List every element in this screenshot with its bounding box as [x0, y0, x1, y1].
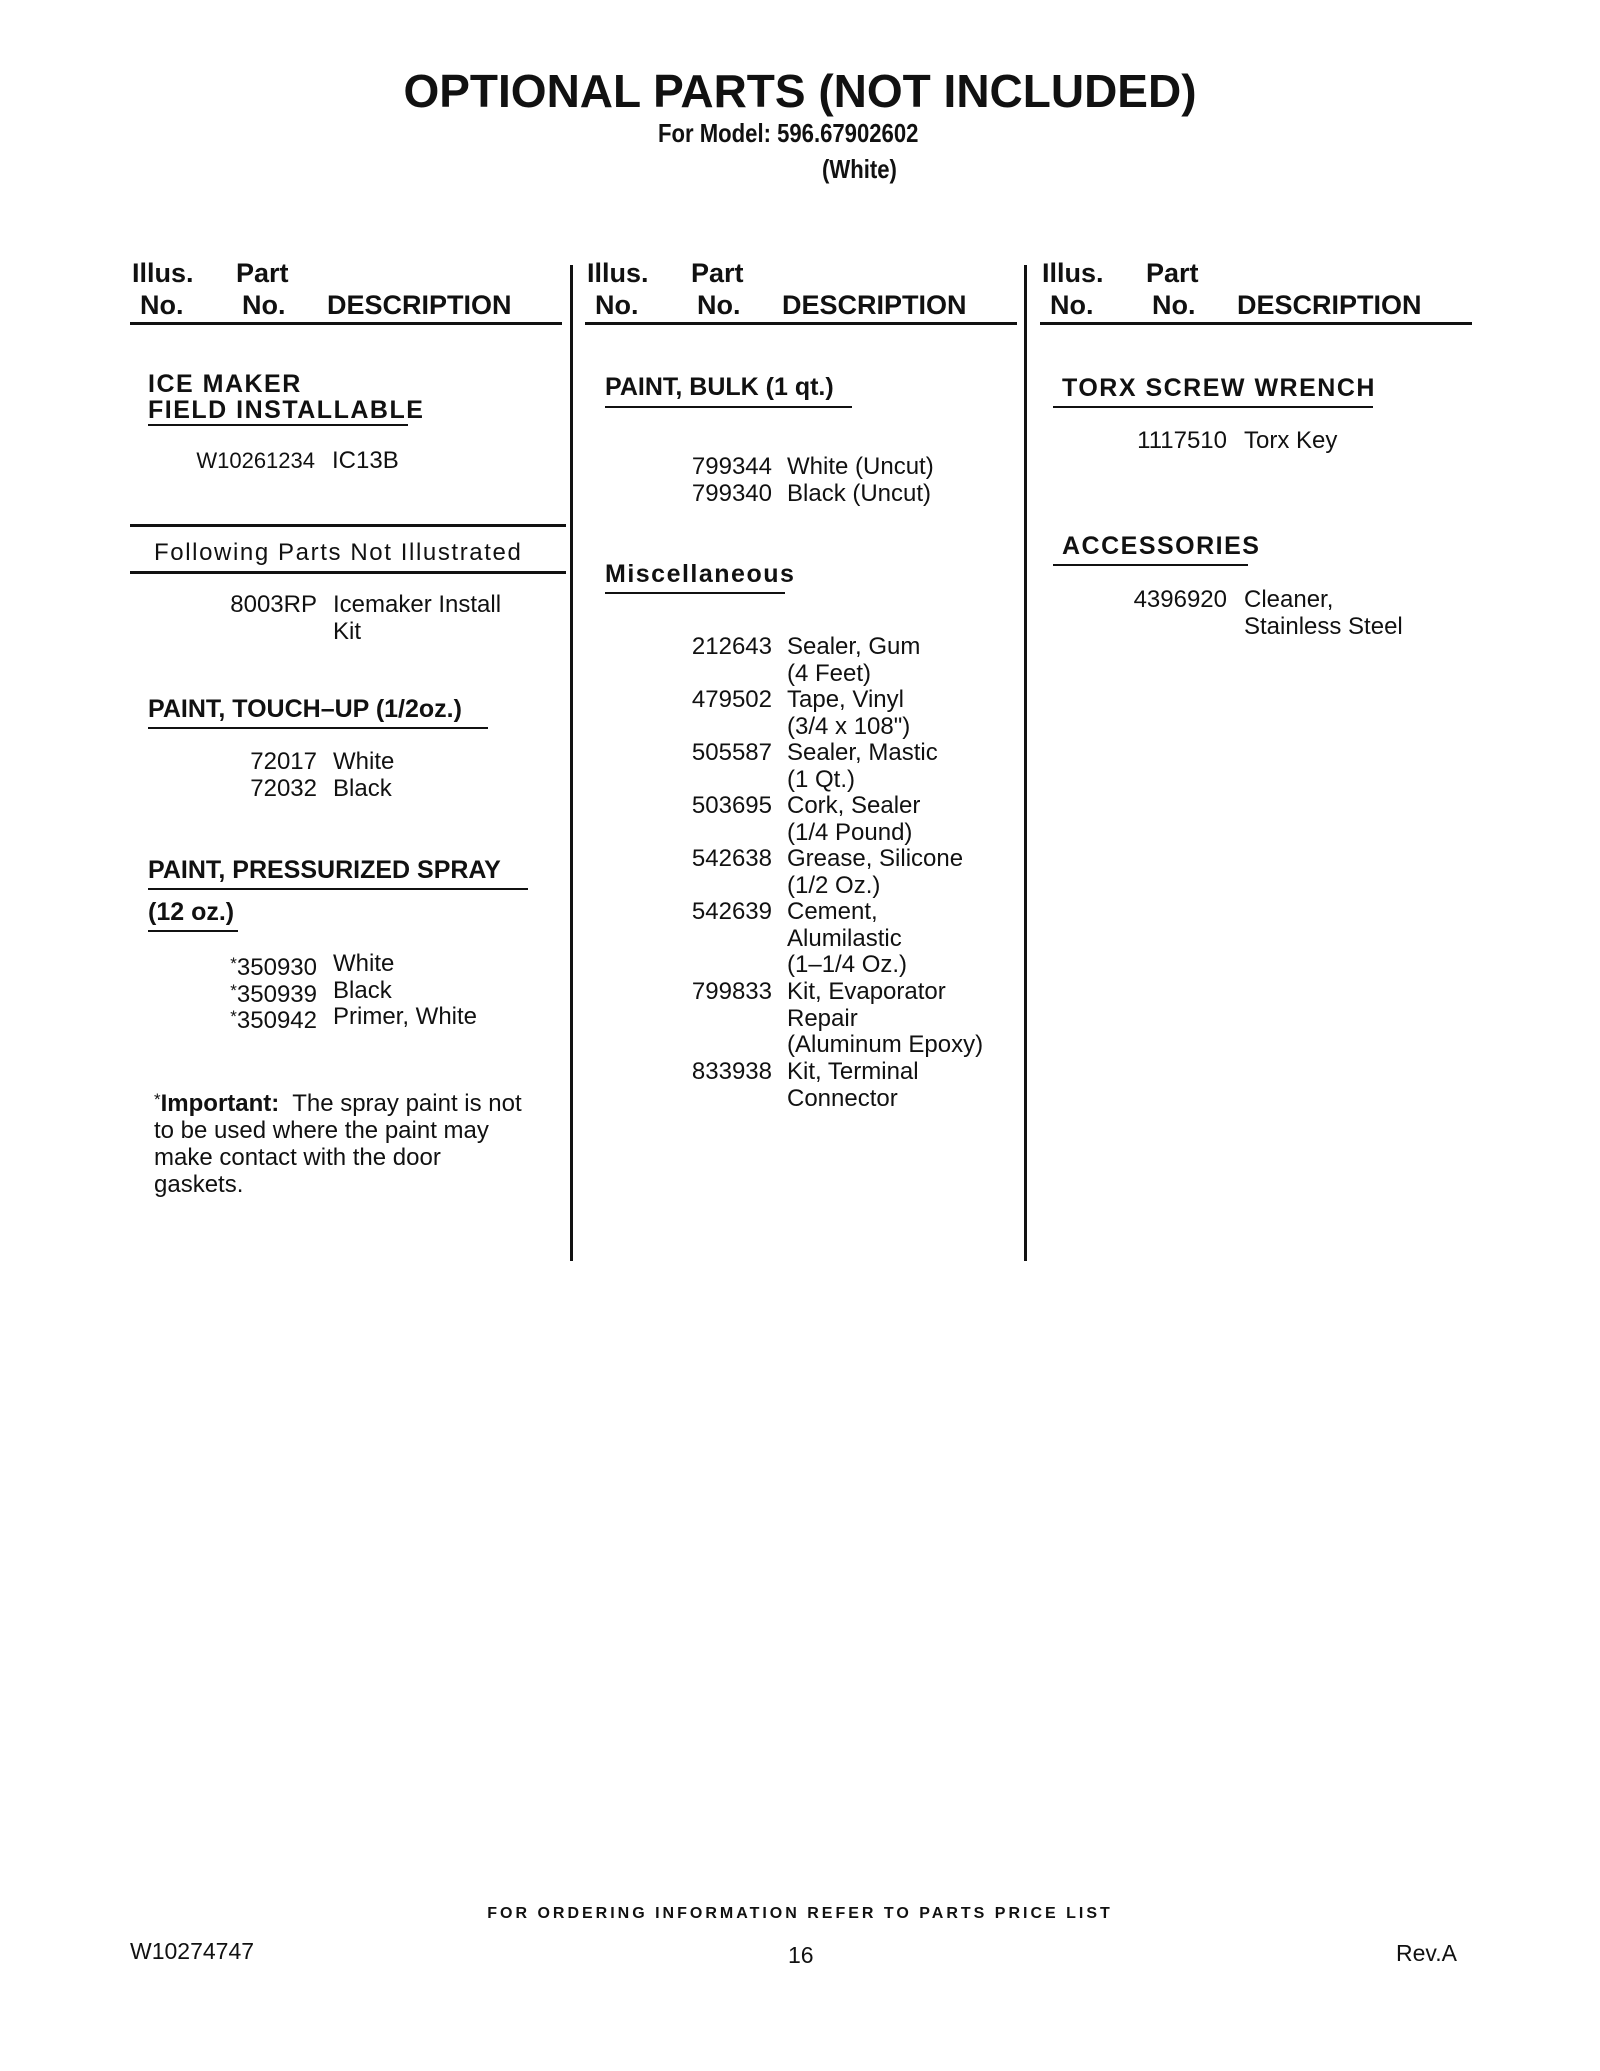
part-number-text: 350942: [236, 1007, 317, 1034]
part-description: Black: [333, 976, 392, 1004]
section-underline: [148, 424, 408, 426]
part-description: Cork, Sealer (1/4 Pound): [787, 792, 921, 846]
header-rule: [585, 322, 1017, 325]
part-description: Tape, Vinyl (3/4 x 108"): [787, 686, 911, 740]
part-description: White: [333, 748, 395, 775]
section-underline: [1053, 406, 1373, 408]
asterisk-mark: *: [230, 980, 237, 1000]
document-number: W10274747: [130, 1938, 255, 1964]
section-underline: [148, 930, 238, 932]
column-divider: [1024, 265, 1027, 1261]
model-number: For Model: 596.67902602: [658, 118, 919, 148]
section-title-line: ICE MAKER: [148, 370, 302, 398]
part-number: 799340: [691, 479, 772, 507]
important-note: [154, 1086, 524, 1198]
part-number-text: 350939: [236, 980, 317, 1008]
part-number: 542639: [691, 898, 772, 925]
section-underline: [148, 888, 528, 890]
note-text: The spray paint is not to be used where the paint may make contact with the door gaskets.: [154, 1090, 522, 1198]
description-label: DESCRIPTION: [782, 290, 967, 320]
part-description: IC13B: [332, 447, 399, 474]
section-title-line: FIELD INSTALLABLE: [148, 396, 425, 424]
section-underline: [148, 727, 488, 729]
description-label: DESCRIPTION: [327, 290, 512, 320]
section-underline: [1053, 564, 1248, 566]
section-title-misc: Miscellaneous: [605, 560, 796, 588]
part-no-label: No.: [1152, 290, 1196, 320]
part-label: Part: [691, 258, 744, 288]
part-description: Black (Uncut): [787, 479, 932, 507]
note-label: Important:: [160, 1090, 280, 1117]
part-number: 4396920: [1133, 586, 1227, 613]
revision: Rev.A: [1396, 1940, 1457, 1966]
section-title-accessories: ACCESSORIES: [1062, 532, 1261, 560]
column-header: [585, 258, 1017, 326]
description-label: DESCRIPTION: [1237, 290, 1422, 320]
illus-label: Illus.: [132, 258, 194, 288]
part-description: Kit, Terminal Connector: [787, 1058, 919, 1112]
part-description: Sealer, Mastic (1 Qt.): [787, 739, 938, 793]
part-number-text: 350930: [236, 954, 317, 981]
part-number: 1117510: [1137, 427, 1227, 454]
part-number: 799344: [691, 453, 772, 480]
part-number: 212643: [691, 633, 772, 660]
model-variant: (White): [822, 154, 897, 184]
part-number: 503695: [691, 792, 772, 819]
part-number: W10261234: [196, 448, 315, 473]
asterisk-mark: *: [154, 1090, 161, 1109]
section-rule: [130, 571, 566, 574]
part-description: Primer, White: [333, 1003, 478, 1030]
illus-no-label: No.: [140, 290, 184, 320]
part-no-label: No.: [697, 290, 741, 320]
part-number: 8003RP: [230, 591, 317, 618]
column-divider: [570, 265, 573, 1261]
part-description: Black: [333, 774, 392, 802]
part-number: 72032: [250, 774, 317, 802]
part-description: Torx Key: [1244, 427, 1338, 454]
part-description: Kit, Evaporator Repair (Aluminum Epoxy): [787, 978, 984, 1058]
part-description: Sealer, Gum (4 Feet): [787, 633, 921, 687]
part-no-label: No.: [242, 290, 286, 320]
section-underline: [605, 406, 852, 408]
page-number: 16: [788, 1942, 814, 1968]
part-description: Grease, Silicone (1/2 Oz.): [787, 845, 964, 899]
section-title-torx: TORX SCREW WRENCH: [1062, 374, 1376, 402]
page-title: OPTIONAL PARTS (NOT INCLUDED): [403, 65, 1197, 117]
part-description: Icemaker Install Kit: [333, 591, 502, 645]
part-number: 72017: [250, 748, 317, 775]
part-description: White (Uncut): [787, 453, 934, 480]
part-number: 799833: [691, 978, 772, 1005]
part-description: Cleaner, Stainless Steel: [1244, 586, 1403, 640]
part-description: White: [333, 950, 395, 977]
section-title-touchup: PAINT, TOUCH–UP (1/2oz.): [148, 695, 462, 723]
section-underline: [605, 592, 785, 594]
parts-column-1: [130, 258, 568, 1263]
header-rule: [130, 322, 562, 325]
parts-column-2: [585, 258, 1017, 1263]
column-header: [1040, 258, 1472, 326]
ordering-info: FOR ORDERING INFORMATION REFER TO PARTS PRICE LIST: [487, 1905, 1113, 1922]
section-rule: [130, 524, 566, 527]
part-label: Part: [236, 258, 289, 288]
section-title-ice-maker: [148, 371, 424, 423]
illus-label: Illus.: [1042, 258, 1104, 288]
illus-label: Illus.: [587, 258, 649, 288]
asterisk-mark: *: [230, 1007, 237, 1026]
illus-no-label: No.: [595, 290, 639, 320]
part-number: 542638: [691, 845, 772, 872]
part-description: Cement, Alumilastic (1–1/4 Oz.): [787, 898, 908, 978]
section-title-bulk: PAINT, BULK (1 qt.): [605, 373, 834, 401]
section-title-spray: PAINT, PRESSURIZED SPRAY: [148, 856, 501, 884]
part-number: [130, 1004, 317, 1035]
asterisk-mark: *: [230, 954, 237, 973]
illus-no-label: No.: [1050, 290, 1094, 320]
section-title-spray-size: (12 oz.): [148, 898, 235, 926]
part-number: 833938: [691, 1058, 772, 1085]
parts-column-3: [1040, 258, 1472, 1263]
part-number: 479502: [691, 686, 772, 713]
part-number: 505587: [691, 739, 772, 766]
header-rule: [1040, 322, 1472, 325]
not-illustrated-heading: Following Parts Not Illustrated: [154, 539, 523, 566]
column-header: [130, 258, 568, 326]
part-label: Part: [1146, 258, 1199, 288]
